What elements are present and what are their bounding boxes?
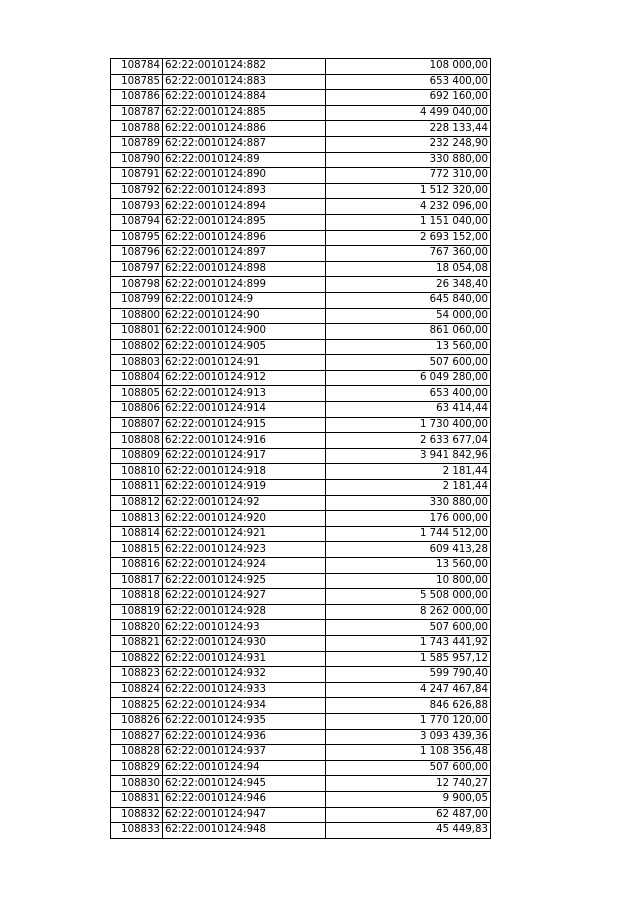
cadastral-number-cell: 62:22:0010124:921 xyxy=(163,526,326,542)
cadastral-number-cell: 62:22:0010124:933 xyxy=(163,682,326,698)
value-cell: 330 880,00 xyxy=(326,152,491,168)
row-id-cell: 108831 xyxy=(111,791,163,807)
table-row xyxy=(111,511,491,527)
cadastral-number-cell: 62:22:0010124:937 xyxy=(163,745,326,761)
table-row xyxy=(111,604,491,620)
row-id-cell: 108795 xyxy=(111,230,163,246)
row-id-cell: 108809 xyxy=(111,448,163,464)
table-row xyxy=(111,386,491,402)
row-id-cell: 108807 xyxy=(111,417,163,433)
cadastral-number-cell: 62:22:0010124:913 xyxy=(163,386,326,402)
value-cell: 18 054,08 xyxy=(326,261,491,277)
cadastral-number-cell: 62:22:0010124:893 xyxy=(163,183,326,199)
row-id-cell: 108814 xyxy=(111,526,163,542)
cadastral-number-cell: 62:22:0010124:899 xyxy=(163,277,326,293)
row-id-cell: 108815 xyxy=(111,542,163,558)
table-row xyxy=(111,261,491,277)
row-id-cell: 108816 xyxy=(111,558,163,574)
table-row xyxy=(111,573,491,589)
table-row xyxy=(111,292,491,308)
table-row xyxy=(111,448,491,464)
table-row xyxy=(111,464,491,480)
table-body xyxy=(111,59,491,839)
value-cell: 2 693 152,00 xyxy=(326,230,491,246)
value-cell: 846 626,88 xyxy=(326,698,491,714)
row-id-cell: 108798 xyxy=(111,277,163,293)
value-cell: 1 770 120,00 xyxy=(326,713,491,729)
cadastral-number-cell: 62:22:0010124:948 xyxy=(163,823,326,839)
row-id-cell: 108817 xyxy=(111,573,163,589)
cadastral-number-cell: 62:22:0010124:928 xyxy=(163,604,326,620)
row-id-cell: 108802 xyxy=(111,339,163,355)
cadastral-number-cell: 62:22:0010124:900 xyxy=(163,324,326,340)
row-id-cell: 108786 xyxy=(111,90,163,106)
table-row xyxy=(111,526,491,542)
cadastral-number-cell: 62:22:0010124:925 xyxy=(163,573,326,589)
table-row xyxy=(111,183,491,199)
value-cell: 9 900,05 xyxy=(326,791,491,807)
row-id-cell: 108832 xyxy=(111,807,163,823)
value-cell: 2 633 677,04 xyxy=(326,433,491,449)
table-row xyxy=(111,402,491,418)
table-row xyxy=(111,152,491,168)
value-cell: 4 499 040,00 xyxy=(326,105,491,121)
value-cell: 653 400,00 xyxy=(326,74,491,90)
table-row xyxy=(111,74,491,90)
row-id-cell: 108787 xyxy=(111,105,163,121)
row-id-cell: 108818 xyxy=(111,589,163,605)
row-id-cell: 108821 xyxy=(111,635,163,651)
table-row xyxy=(111,121,491,137)
cadastral-number-cell: 62:22:0010124:920 xyxy=(163,511,326,527)
cadastral-number-cell: 62:22:0010124:94 xyxy=(163,760,326,776)
value-cell: 861 060,00 xyxy=(326,324,491,340)
table-row xyxy=(111,589,491,605)
cadastral-number-cell: 62:22:0010124:93 xyxy=(163,620,326,636)
table-row xyxy=(111,230,491,246)
value-cell: 13 560,00 xyxy=(326,558,491,574)
row-id-cell: 108805 xyxy=(111,386,163,402)
row-id-cell: 108808 xyxy=(111,433,163,449)
row-id-cell: 108820 xyxy=(111,620,163,636)
value-cell: 63 414,44 xyxy=(326,402,491,418)
row-id-cell: 108785 xyxy=(111,74,163,90)
table-row xyxy=(111,433,491,449)
table-row xyxy=(111,667,491,683)
cadastral-number-cell: 62:22:0010124:912 xyxy=(163,370,326,386)
cadastral-number-cell: 62:22:0010124:931 xyxy=(163,651,326,667)
row-id-cell: 108796 xyxy=(111,246,163,262)
value-cell: 108 000,00 xyxy=(326,59,491,75)
value-cell: 13 560,00 xyxy=(326,339,491,355)
value-cell: 653 400,00 xyxy=(326,386,491,402)
row-id-cell: 108833 xyxy=(111,823,163,839)
table-row xyxy=(111,807,491,823)
table-row xyxy=(111,713,491,729)
cadastral-number-cell: 62:22:0010124:930 xyxy=(163,635,326,651)
value-cell: 772 310,00 xyxy=(326,168,491,184)
value-cell: 4 232 096,00 xyxy=(326,199,491,215)
row-id-cell: 108792 xyxy=(111,183,163,199)
cadastral-number-cell: 62:22:0010124:934 xyxy=(163,698,326,714)
cadastral-number-cell: 62:22:0010124:932 xyxy=(163,667,326,683)
table-row xyxy=(111,760,491,776)
table-row xyxy=(111,355,491,371)
row-id-cell: 108801 xyxy=(111,324,163,340)
row-id-cell: 108791 xyxy=(111,168,163,184)
cadastral-number-cell: 62:22:0010124:924 xyxy=(163,558,326,574)
table-row xyxy=(111,168,491,184)
table-row xyxy=(111,246,491,262)
row-id-cell: 108824 xyxy=(111,682,163,698)
value-cell: 507 600,00 xyxy=(326,620,491,636)
row-id-cell: 108830 xyxy=(111,776,163,792)
row-id-cell: 108800 xyxy=(111,308,163,324)
cadastral-number-cell: 62:22:0010124:945 xyxy=(163,776,326,792)
row-id-cell: 108810 xyxy=(111,464,163,480)
value-cell: 507 600,00 xyxy=(326,760,491,776)
value-cell: 10 800,00 xyxy=(326,573,491,589)
row-id-cell: 108827 xyxy=(111,729,163,745)
cadastral-value-table xyxy=(110,58,491,839)
row-id-cell: 108811 xyxy=(111,480,163,496)
row-id-cell: 108819 xyxy=(111,604,163,620)
cadastral-number-cell: 62:22:0010124:947 xyxy=(163,807,326,823)
cadastral-number-cell: 62:22:0010124:896 xyxy=(163,230,326,246)
cadastral-number-cell: 62:22:0010124:895 xyxy=(163,214,326,230)
value-cell: 507 600,00 xyxy=(326,355,491,371)
table-row xyxy=(111,542,491,558)
cadastral-number-cell: 62:22:0010124:919 xyxy=(163,480,326,496)
cadastral-number-cell: 62:22:0010124:946 xyxy=(163,791,326,807)
table-row xyxy=(111,214,491,230)
row-id-cell: 108829 xyxy=(111,760,163,776)
value-cell: 1 585 957,12 xyxy=(326,651,491,667)
row-id-cell: 108813 xyxy=(111,511,163,527)
cadastral-number-cell: 62:22:0010124:89 xyxy=(163,152,326,168)
cadastral-number-cell: 62:22:0010124:91 xyxy=(163,355,326,371)
row-id-cell: 108822 xyxy=(111,651,163,667)
table-row xyxy=(111,308,491,324)
table-row xyxy=(111,558,491,574)
cadastral-number-cell: 62:22:0010124:905 xyxy=(163,339,326,355)
value-cell: 1 743 441,92 xyxy=(326,635,491,651)
value-cell: 228 133,44 xyxy=(326,121,491,137)
cadastral-number-cell: 62:22:0010124:894 xyxy=(163,199,326,215)
table-row xyxy=(111,698,491,714)
value-cell: 1 151 040,00 xyxy=(326,214,491,230)
table-row xyxy=(111,339,491,355)
value-cell: 1 730 400,00 xyxy=(326,417,491,433)
table-row xyxy=(111,324,491,340)
cadastral-number-cell: 62:22:0010124:9 xyxy=(163,292,326,308)
cadastral-number-cell: 62:22:0010124:883 xyxy=(163,74,326,90)
row-id-cell: 108789 xyxy=(111,136,163,152)
cadastral-number-cell: 62:22:0010124:886 xyxy=(163,121,326,137)
value-cell: 6 049 280,00 xyxy=(326,370,491,386)
cadastral-number-cell: 62:22:0010124:935 xyxy=(163,713,326,729)
value-cell: 45 449,83 xyxy=(326,823,491,839)
row-id-cell: 108804 xyxy=(111,370,163,386)
value-cell: 4 247 467,84 xyxy=(326,682,491,698)
table-row xyxy=(111,199,491,215)
value-cell: 54 000,00 xyxy=(326,308,491,324)
table-row xyxy=(111,635,491,651)
value-cell: 767 360,00 xyxy=(326,246,491,262)
cadastral-number-cell: 62:22:0010124:890 xyxy=(163,168,326,184)
table-row xyxy=(111,277,491,293)
cadastral-number-cell: 62:22:0010124:914 xyxy=(163,402,326,418)
cadastral-number-cell: 62:22:0010124:885 xyxy=(163,105,326,121)
document-page xyxy=(110,58,491,839)
table-row xyxy=(111,823,491,839)
row-id-cell: 108803 xyxy=(111,355,163,371)
value-cell: 2 181,44 xyxy=(326,464,491,480)
value-cell: 1 512 320,00 xyxy=(326,183,491,199)
row-id-cell: 108793 xyxy=(111,199,163,215)
cadastral-number-cell: 62:22:0010124:898 xyxy=(163,261,326,277)
row-id-cell: 108823 xyxy=(111,667,163,683)
value-cell: 176 000,00 xyxy=(326,511,491,527)
cadastral-number-cell: 62:22:0010124:897 xyxy=(163,246,326,262)
table-row xyxy=(111,729,491,745)
row-id-cell: 108790 xyxy=(111,152,163,168)
row-id-cell: 108806 xyxy=(111,402,163,418)
value-cell: 5 508 000,00 xyxy=(326,589,491,605)
table-row xyxy=(111,370,491,386)
table-row xyxy=(111,791,491,807)
value-cell: 232 248,90 xyxy=(326,136,491,152)
row-id-cell: 108788 xyxy=(111,121,163,137)
row-id-cell: 108812 xyxy=(111,495,163,511)
table-row xyxy=(111,651,491,667)
row-id-cell: 108826 xyxy=(111,713,163,729)
table-row xyxy=(111,682,491,698)
table-row xyxy=(111,105,491,121)
table-row xyxy=(111,480,491,496)
value-cell: 12 740,27 xyxy=(326,776,491,792)
row-id-cell: 108825 xyxy=(111,698,163,714)
cadastral-number-cell: 62:22:0010124:923 xyxy=(163,542,326,558)
value-cell: 609 413,28 xyxy=(326,542,491,558)
value-cell: 3 941 842,96 xyxy=(326,448,491,464)
row-id-cell: 108794 xyxy=(111,214,163,230)
cadastral-number-cell: 62:22:0010124:917 xyxy=(163,448,326,464)
value-cell: 645 840,00 xyxy=(326,292,491,308)
value-cell: 1 108 356,48 xyxy=(326,745,491,761)
cadastral-number-cell: 62:22:0010124:915 xyxy=(163,417,326,433)
value-cell: 26 348,40 xyxy=(326,277,491,293)
table-row xyxy=(111,776,491,792)
cadastral-number-cell: 62:22:0010124:918 xyxy=(163,464,326,480)
table-row xyxy=(111,417,491,433)
cadastral-number-cell: 62:22:0010124:936 xyxy=(163,729,326,745)
table-row xyxy=(111,620,491,636)
value-cell: 599 790,40 xyxy=(326,667,491,683)
row-id-cell: 108828 xyxy=(111,745,163,761)
row-id-cell: 108799 xyxy=(111,292,163,308)
cadastral-number-cell: 62:22:0010124:884 xyxy=(163,90,326,106)
row-id-cell: 108784 xyxy=(111,59,163,75)
row-id-cell: 108797 xyxy=(111,261,163,277)
value-cell: 330 880,00 xyxy=(326,495,491,511)
cadastral-number-cell: 62:22:0010124:887 xyxy=(163,136,326,152)
cadastral-number-cell: 62:22:0010124:92 xyxy=(163,495,326,511)
value-cell: 692 160,00 xyxy=(326,90,491,106)
table-row xyxy=(111,495,491,511)
cadastral-number-cell: 62:22:0010124:882 xyxy=(163,59,326,75)
cadastral-number-cell: 62:22:0010124:927 xyxy=(163,589,326,605)
cadastral-number-cell: 62:22:0010124:90 xyxy=(163,308,326,324)
table-row xyxy=(111,59,491,75)
table-row xyxy=(111,90,491,106)
value-cell: 3 093 439,36 xyxy=(326,729,491,745)
value-cell: 2 181,44 xyxy=(326,480,491,496)
table-row xyxy=(111,136,491,152)
table-row xyxy=(111,745,491,761)
value-cell: 1 744 512,00 xyxy=(326,526,491,542)
value-cell: 62 487,00 xyxy=(326,807,491,823)
cadastral-number-cell: 62:22:0010124:916 xyxy=(163,433,326,449)
value-cell: 8 262 000,00 xyxy=(326,604,491,620)
